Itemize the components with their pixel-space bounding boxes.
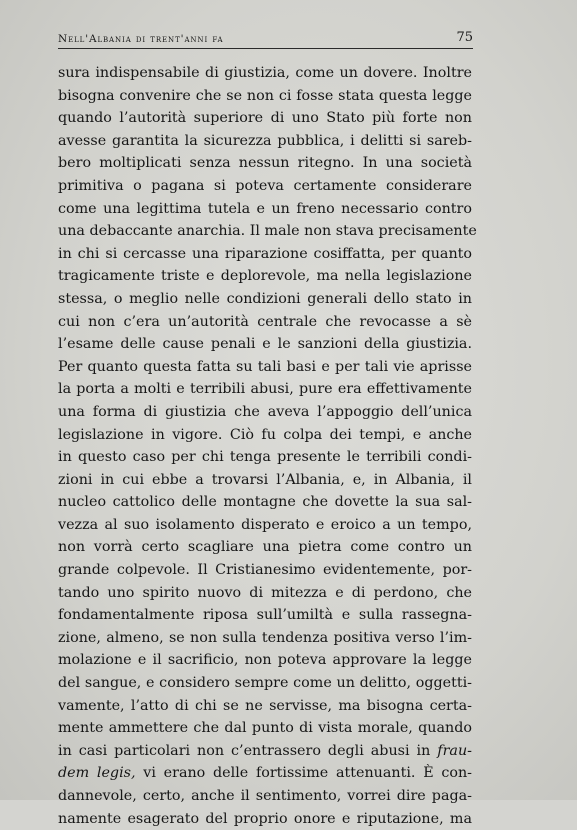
text-line: una debaccante anarchia. Il male non stava precisamente	[58, 223, 477, 240]
text-line: legislazione in vigore. Ciò fu colpa dei tempi, e anche	[58, 426, 472, 443]
text-line: cui non c’era un’autorità centrale che revocasse a sè	[58, 313, 472, 330]
italic-latin-phrase: frau-	[437, 742, 472, 759]
text-line: dannevole, certo, anche il sentimento, vorrei dire paga-	[58, 788, 472, 804]
text-line-part: in casi particolari non c’entrassero degli abusi in	[58, 742, 431, 759]
header-title: Nell'Albania di trent'anni fa	[58, 33, 224, 45]
text-line: zione, almeno, se non sulla tendenza positiva verso l’im-	[58, 629, 472, 646]
text-line: tando uno spirito nuovo di mitezza e di perdono, che	[58, 584, 472, 601]
text-line: grande colpevole. Il Cristianesimo evidentemente, por-	[58, 562, 472, 579]
text-line: quando l’autorità superiore di uno Stato più forte non	[58, 110, 472, 127]
text-line: mente ammettere che dal punto di vista morale, quando	[58, 720, 472, 737]
text-line: come una legittima tutela e un freno necessario contro	[58, 200, 472, 217]
text-line: bero moltiplicati senza nessun ritegno. In una società	[58, 155, 472, 172]
text-line-with-italic	[58, 762, 472, 785]
text-line: nucleo cattolico delle montagne che dovette la sua sal-	[58, 494, 472, 511]
text-line: vamente, l’atto di chi se ne servisse, ma bisogna certa-	[58, 697, 472, 714]
text-line: tragicamente triste e deplorevole, ma nella legislazione	[58, 268, 472, 285]
text-line: avesse garantita la sicurezza pubblica, i delitti si sareb-	[58, 132, 472, 149]
text-line: stessa, o meglio nelle condizioni generali dello stato in	[58, 290, 472, 307]
text-line: zioni in cui ebbe a trovarsi l’Albania, e, in Albania, il	[58, 471, 472, 488]
body-text	[58, 62, 477, 830]
text-line: bisogna convenire che se non ci fosse stata questa legge	[58, 87, 472, 104]
text-line: l’esame delle cause penali e le sanzioni della giustizia.	[58, 336, 472, 353]
text-line: namente esagerato del proprio onore e riputazione, ma	[58, 810, 472, 827]
text-line: molazione e il sacrificio, non poteva approvare la legge	[58, 652, 472, 669]
italic-latin-phrase: dem legis,	[58, 765, 136, 782]
text-line: fondamentalmente riposa sull’umiltà e sulla rassegna-	[58, 607, 472, 624]
text-line: primitiva o pagana si poteva certamente considerare	[58, 177, 472, 194]
text-line: in chi si cercasse una riparazione cosiffatta, per quanto	[58, 245, 472, 262]
text-line: la porta a molti e terribili abusi, pure era effettivamente	[58, 381, 472, 398]
text-line: non vorrà certo scagliare una pietra come contro un	[58, 539, 472, 556]
text-line: vezza al suo isolamento disperato e eroico a un tempo,	[58, 516, 472, 533]
running-header	[58, 26, 473, 49]
text-line-part: vi erano delle fortissime attenuanti. È con-	[143, 765, 473, 782]
text-line: Per quanto questa fatta su tali basi e per tali vie aprisse	[58, 358, 472, 375]
text-line-with-italic	[58, 740, 472, 763]
text-line: una forma di giustizia che aveva l’appoggio dell’unica	[58, 403, 472, 420]
text-line: in questo caso per chi tenga presente le terribili condi-	[58, 449, 472, 466]
page-number: 75	[456, 30, 473, 45]
text-line: sura indispensabile di giustizia, come un dovere. Inoltre	[58, 65, 472, 81]
text-line: del sangue, e considero sempre come un delitto, oggetti-	[58, 675, 472, 692]
